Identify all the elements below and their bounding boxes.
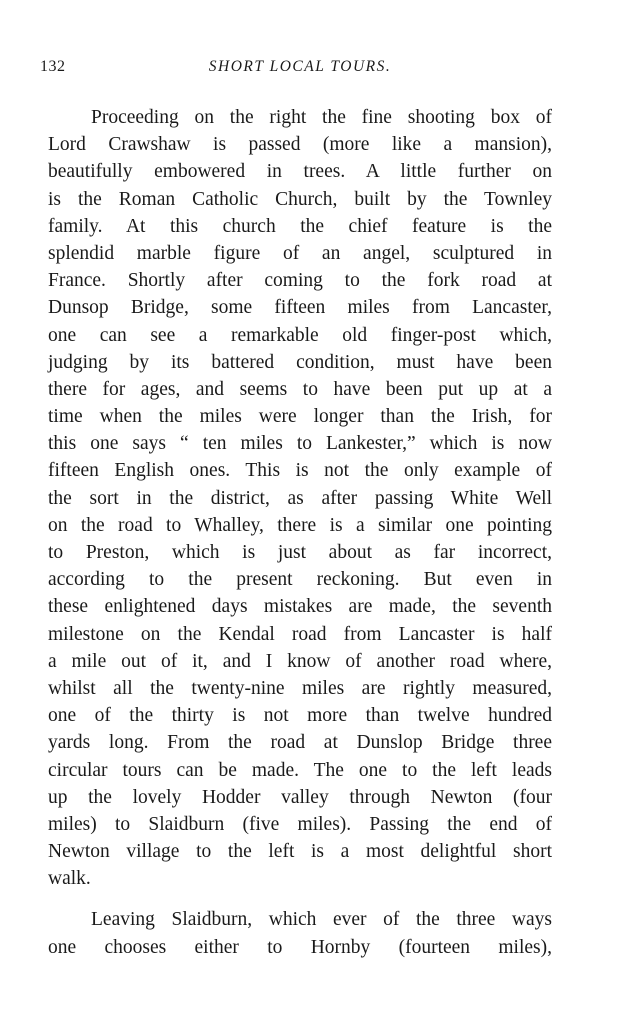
text-line: whilst all the twenty-nine miles are rightly measured, (48, 677, 552, 699)
text-line: miles) to Slaidburn (five miles). Passing the end of (48, 813, 552, 835)
text-line: this one says “ ten miles to Lankester,” which is now (48, 433, 552, 455)
text-line: France. Shortly after coming to the fork road at (48, 270, 552, 292)
paragraph-1 (48, 104, 552, 892)
text-line: splendid marble figure of an angel, sculptured in (48, 242, 552, 264)
text-line: walk. (48, 868, 91, 890)
text-line: circular tours can be made. The one to the left leads (48, 759, 552, 781)
text-line: to Preston, which is just about as far incorrect, (48, 542, 552, 563)
text-line: according to the present reckoning. But even in (48, 569, 552, 591)
page-number: 132 (40, 58, 66, 75)
running-title: SHORT LOCAL TOURS. (208, 58, 392, 75)
text-line: on the road to Whalley, there is a similar one pointing (48, 514, 552, 536)
text-line: fifteen English ones. This is not the only example of (48, 460, 552, 482)
text-line: Leaving Slaidburn, which ever of the three ways (91, 909, 552, 931)
text-line: one chooses either to Hornby (fourteen miles), (48, 936, 552, 958)
text-line: one can see a remarkable old finger-post which, (48, 324, 552, 346)
text-line: Newton village to the left is a most delightful short (48, 841, 552, 863)
paragraph-2 (48, 906, 552, 960)
text-line: one of the thirty is not more than twelve hundred (48, 705, 552, 727)
running-head (40, 58, 560, 82)
text-line: there for ages, and seems to have been put up at a (48, 378, 552, 400)
text-line: the sort in the district, as after passing White Well (48, 487, 552, 509)
text-line: is the Roman Catholic Church, built by the Townley (48, 188, 552, 210)
text-line: time when the miles were longer than the Irish, for (48, 406, 552, 428)
text-line: milestone on the Kendal road from Lancaster is half (48, 623, 552, 645)
text-line: Proceeding on the right the fine shooting box of (91, 107, 552, 128)
text-line: up the lovely Hodder valley through Newton (four (48, 786, 552, 808)
text-line: beautifully embowered in trees. A little further on (48, 161, 552, 183)
text-line: Dunsop Bridge, some fifteen miles from Lancaster, (48, 297, 552, 319)
text-line: judging by its battered condition, must have been (48, 351, 552, 373)
text-line: these enlightened days mistakes are made, the seventh (48, 596, 552, 618)
paragraph-gap (48, 892, 552, 906)
text-line: family. At this church the chief feature is the (48, 215, 552, 237)
body-text (48, 104, 552, 961)
text-line: Lord Crawshaw is passed (more like a mansion), (48, 134, 552, 156)
text-line: a mile out of it, and I know of another road where, (48, 650, 552, 672)
text-line: yards long. From the road at Dunslop Bridge three (48, 732, 552, 754)
